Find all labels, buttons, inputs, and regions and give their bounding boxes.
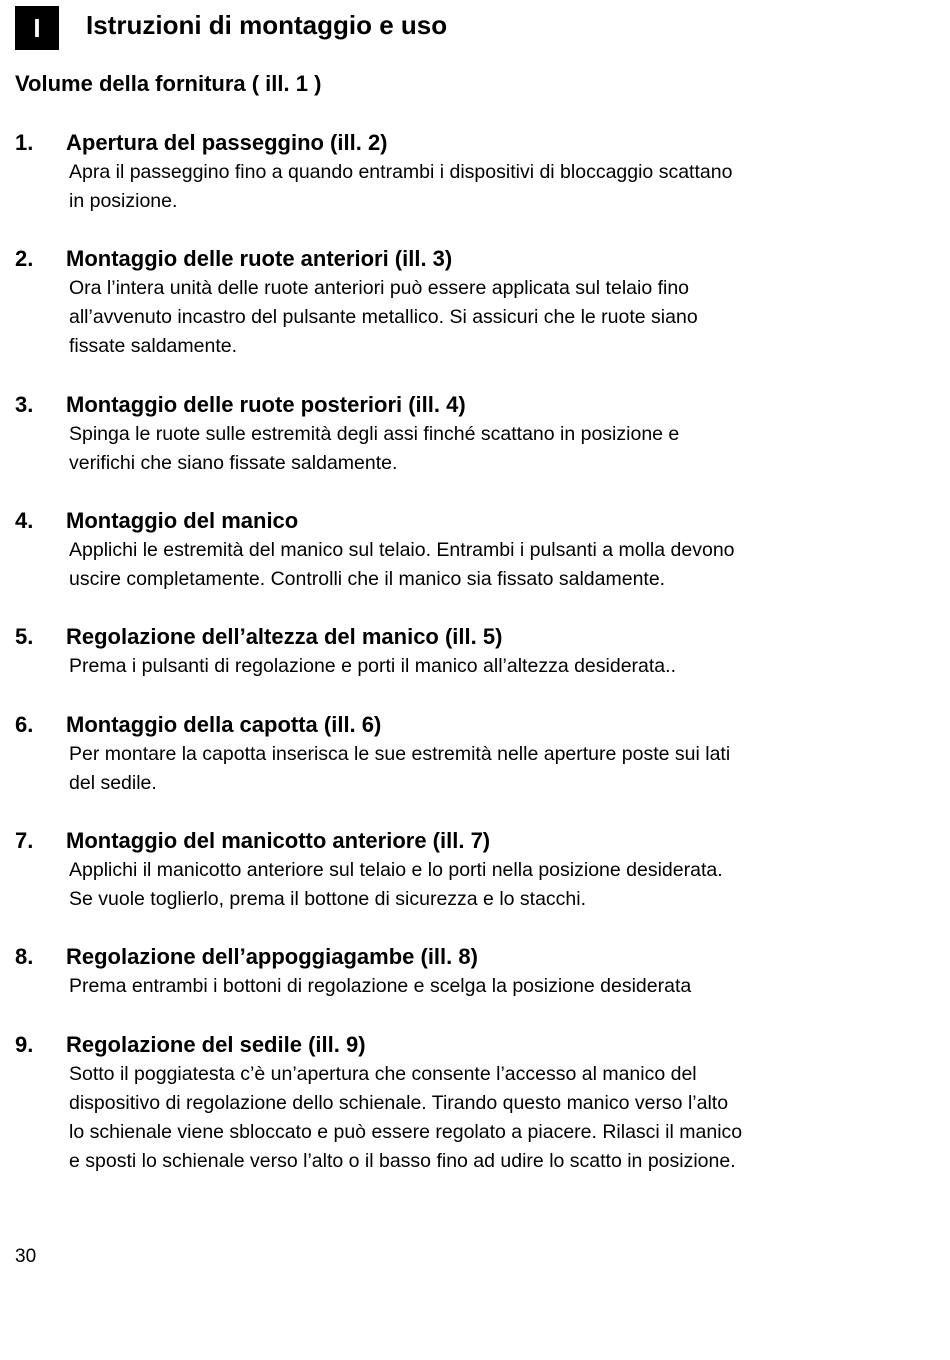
step-number: 3. bbox=[15, 392, 34, 417]
step-text bbox=[69, 158, 825, 216]
step-5 bbox=[15, 622, 825, 681]
text-line: Se vuole toglierlo, prema il bottone di sicurezza e lo stacchi. bbox=[69, 888, 587, 910]
step-title: Regolazione del sedile (ill. 9) bbox=[66, 1032, 366, 1057]
step-1 bbox=[15, 128, 825, 216]
step-number: 6. bbox=[15, 712, 34, 737]
step-title: Regolazione dell’altezza del manico (ill. 5) bbox=[66, 624, 503, 649]
step-8 bbox=[15, 942, 825, 1001]
step-title: Montaggio del manicotto anteriore (ill. 7) bbox=[66, 828, 491, 853]
text-line: Ora l’intera unità delle ruote anteriori può essere applicata sul telaio fino bbox=[69, 277, 690, 299]
step-title: Montaggio delle ruote posteriori (ill. 4) bbox=[66, 392, 466, 417]
page-number: 30 bbox=[15, 1246, 37, 1267]
step-text bbox=[69, 856, 825, 914]
text-line: del sedile. bbox=[69, 772, 157, 794]
step-7 bbox=[15, 826, 825, 914]
text-line: Applichi le estremità del manico sul telaio. Entrambi i pulsanti a molla devono bbox=[69, 539, 735, 561]
step-heading bbox=[15, 1030, 825, 1060]
text-line: all’avvenuto incastro del pulsante metallico. Si assicuri che le ruote siano bbox=[69, 306, 698, 328]
text-line: Prema i pulsanti di regolazione e porti il manico all’altezza desiderata.. bbox=[69, 655, 676, 677]
step-9 bbox=[15, 1030, 825, 1176]
step-heading bbox=[15, 128, 825, 158]
text-line: verifichi che siano fissate saldamente. bbox=[69, 452, 398, 474]
step-heading bbox=[15, 390, 825, 420]
step-number: 2. bbox=[15, 246, 34, 271]
language-badge: I bbox=[15, 6, 59, 50]
step-text bbox=[69, 420, 825, 478]
step-2 bbox=[15, 244, 825, 361]
text-line: lo schienale viene sbloccato e può essere regolato a piacere. Rilasci il manico bbox=[69, 1121, 743, 1143]
step-title: Apertura del passeggino (ill. 2) bbox=[66, 130, 388, 155]
text-line: uscire completamente. Controlli che il manico sia fissato saldamente. bbox=[69, 568, 666, 590]
text-line: e sposti lo schienale verso l’alto o il basso fino ad udire lo scatto in posizione. bbox=[69, 1150, 736, 1172]
step-number: 8. bbox=[15, 944, 34, 969]
text-line: Prema entrambi i bottoni di regolazione e scelga la posizione desiderata bbox=[69, 975, 692, 997]
step-title: Regolazione dell’appoggiagambe (ill. 8) bbox=[66, 944, 478, 969]
step-number: 4. bbox=[15, 508, 34, 533]
step-4 bbox=[15, 506, 825, 594]
step-heading bbox=[15, 622, 825, 652]
text-line: Spinga le ruote sulle estremità degli assi finché scattano in posizione e bbox=[69, 423, 680, 445]
supply-volume-heading: Volume della fornitura ( ill. 1 ) bbox=[15, 71, 322, 96]
step-number: 1. bbox=[15, 130, 34, 155]
step-text bbox=[69, 1060, 825, 1176]
step-text bbox=[69, 972, 825, 1001]
step-text bbox=[69, 652, 825, 681]
step-text bbox=[69, 740, 825, 798]
step-title: Montaggio della capotta (ill. 6) bbox=[66, 712, 382, 737]
step-title: Montaggio del manico bbox=[66, 508, 299, 533]
step-number: 9. bbox=[15, 1032, 34, 1057]
text-line: Apra il passeggino fino a quando entrambi i dispositivi di bloccaggio scattano bbox=[69, 161, 733, 183]
text-line: Per montare la capotta inserisca le sue estremità nelle aperture poste sui lati bbox=[69, 743, 731, 765]
step-3 bbox=[15, 390, 825, 478]
text-line: Sotto il poggiatesta c’è un’apertura che consente l’accesso al manico del bbox=[69, 1063, 697, 1085]
text-line: dispositivo di regolazione dello schienale. Tirando questo manico verso l’alto bbox=[69, 1092, 729, 1114]
step-heading bbox=[15, 506, 825, 536]
step-text bbox=[69, 274, 825, 361]
text-line: in posizione. bbox=[69, 190, 178, 212]
text-line: Applichi il manicotto anteriore sul telaio e lo porti nella posizione desiderata. bbox=[69, 859, 723, 881]
step-heading bbox=[15, 826, 825, 856]
text-line: fissate saldamente. bbox=[69, 335, 238, 357]
step-heading bbox=[15, 244, 825, 274]
step-number: 7. bbox=[15, 828, 34, 853]
step-heading bbox=[15, 710, 825, 740]
step-heading bbox=[15, 942, 825, 972]
page-title: Istruzioni di montaggio e uso bbox=[86, 10, 448, 40]
step-number: 5. bbox=[15, 624, 34, 649]
step-text bbox=[69, 536, 825, 594]
step-title: Montaggio delle ruote anteriori (ill. 3) bbox=[66, 246, 453, 271]
step-6 bbox=[15, 710, 825, 798]
